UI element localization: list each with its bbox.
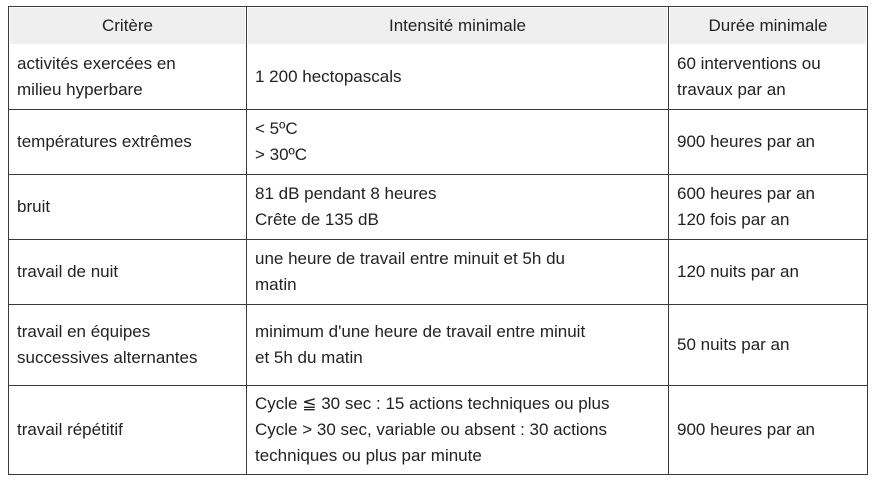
table-row xyxy=(9,240,867,305)
cell-critere xyxy=(9,305,247,386)
table-row xyxy=(9,175,867,240)
cell-text: 900 heures par an xyxy=(677,132,815,151)
cell-text: travail de nuit xyxy=(17,262,119,281)
cell-text: techniques ou plus par minute xyxy=(255,446,482,465)
cell-text: 50 nuits par an xyxy=(677,335,790,354)
table-row xyxy=(9,110,867,175)
cell-text: 1 200 hectopascals xyxy=(255,67,402,86)
cell-text: minimum d'une heure de travail entre minuit xyxy=(255,322,586,341)
cell-duree xyxy=(669,386,867,474)
cell-text: 120 fois par an xyxy=(677,210,790,229)
cell-duree xyxy=(669,305,867,386)
cell-duree xyxy=(669,175,867,240)
cell-text: successives alternantes xyxy=(17,348,198,367)
cell-intensite xyxy=(247,240,669,305)
header-duree: Durée minimale xyxy=(669,7,867,45)
cell-duree xyxy=(669,240,867,305)
header-intensite: Intensité minimale xyxy=(247,7,669,45)
cell-text: travaux par an xyxy=(677,80,786,99)
cell-text: une heure de travail entre minuit et 5h du xyxy=(255,249,565,268)
cell-critere xyxy=(9,240,247,305)
cell-intensite xyxy=(247,45,669,110)
cell-text: températures extrêmes xyxy=(17,132,192,151)
cell-critere xyxy=(9,386,247,474)
cell-intensite xyxy=(247,110,669,175)
cell-text: Crête de 135 dB xyxy=(255,210,379,229)
cell-text: activités exercées en xyxy=(17,54,176,73)
cell-duree xyxy=(669,110,867,175)
cell-critere xyxy=(9,175,247,240)
header-critere: Critère xyxy=(9,7,247,45)
cell-text: Cycle ≦ 30 sec : 15 actions techniques ou plus xyxy=(255,394,610,413)
cell-text: et 5h du matin xyxy=(255,348,363,367)
cell-text: travail répétitif xyxy=(17,420,123,439)
cell-critere xyxy=(9,110,247,175)
cell-intensite xyxy=(247,386,669,474)
cell-text: bruit xyxy=(17,197,51,216)
cell-critere xyxy=(9,45,247,110)
cell-text: 120 nuits par an xyxy=(677,262,799,281)
table-row xyxy=(9,386,867,474)
cell-text: 81 dB pendant 8 heures xyxy=(255,184,437,203)
cell-duree xyxy=(669,45,867,110)
cell-text: > 30ºC xyxy=(255,145,308,164)
criteria-table xyxy=(8,6,868,475)
cell-text: milieu hyperbare xyxy=(17,80,143,99)
cell-text: travail en équipes xyxy=(17,322,151,341)
cell-text: 600 heures par an xyxy=(677,184,815,203)
cell-intensite xyxy=(247,305,669,386)
table-row xyxy=(9,45,867,110)
table-row xyxy=(9,305,867,386)
cell-text: Cycle > 30 sec, variable ou absent : 30 actions xyxy=(255,420,608,439)
cell-text: matin xyxy=(255,275,297,294)
header-row xyxy=(9,7,867,45)
cell-text: 60 interventions ou xyxy=(677,54,821,73)
cell-text: 900 heures par an xyxy=(677,420,815,439)
cell-intensite xyxy=(247,175,669,240)
cell-text: < 5ºC xyxy=(255,119,298,138)
